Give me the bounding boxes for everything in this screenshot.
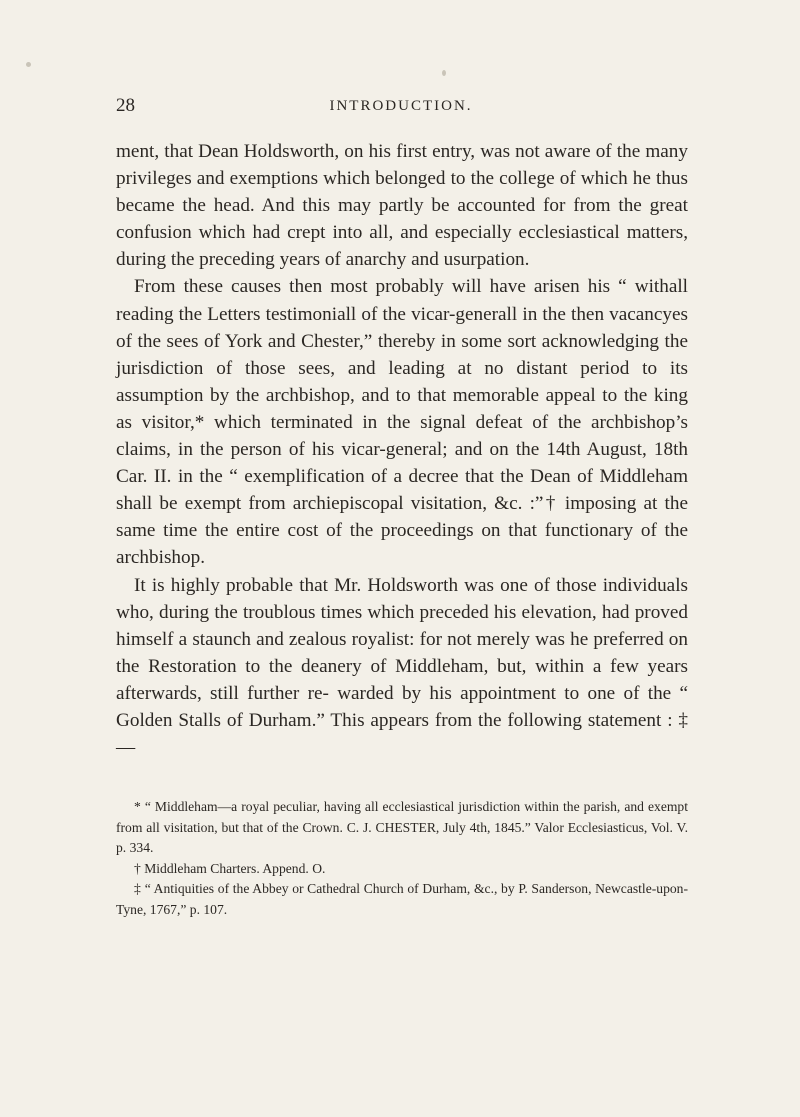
page-number: 28 xyxy=(116,95,135,116)
footnote: † Middleham Charters. Append. O. xyxy=(134,860,326,876)
footnote: ‡ “ Antiquities of the Abbey or Cathedral Church of Durham, &c., by P. Sanderson, Newcastle-upon-Tyne, 1767,” p. 107. xyxy=(116,881,688,917)
footnotes xyxy=(116,797,688,920)
paragraph: ment, that Dean Holdsworth, on his first entry, was not aware of the many privileges and exemptions which belonged to the college of which he thus became the head. And this may partly be accounted for from the great confusion which had crept into all, and especially ecclesiastical matters, during the preceding years of anarchy and usurpation. xyxy=(116,141,688,271)
paragraph: From these causes then most probably will have arisen his “ withall reading the Letters testimoniall of the vicar-generall in the then vacancyes of the sees of York and Chester,” thereby in some sort acknowledging the jurisdiction of those sees, and leading at no distant period to its assumption by the archbishop, and to that memorable appeal to the king as visitor,* which terminated in the signal defeat of the archbishop’s claims, in the person of his vicar-general; and on the 14th August, 18th Car. II. in the “ exemplification of a decree that the Dean of Middleham shall be exempt from archiepiscopal visitation, &c. :”† imposing at the same time the entire cost of the proceedings on that functionary of the archbishop. xyxy=(116,276,688,569)
paragraph: It is highly probable that Mr. Holdsworth was one of those individuals who, during the troublous times which preceded his elevation, had proved himself a staunch and zealous royalist: for not merely was he preferred on the Restoration to the deanery of Middleham, but, within a few years afterwards, still further re- warded by his appointment to one of the “ Golden Stalls of Durham.” This appears from the following statement : ‡— xyxy=(116,574,688,759)
running-head: INTRODUCTION. xyxy=(329,98,473,114)
page-header xyxy=(116,95,686,125)
page-speck xyxy=(26,62,31,67)
page-speck xyxy=(442,70,446,76)
body-text xyxy=(116,138,688,761)
footnote: * “ Middleham—a royal peculiar, having all ecclesiastical jurisdiction within the parish, and exempt from all visitation, but that of the Crown. C. J. CHESTER, July 4th, 1845.” Valor Ecclesiasticus, Vol. V. p. 334. xyxy=(116,799,688,855)
